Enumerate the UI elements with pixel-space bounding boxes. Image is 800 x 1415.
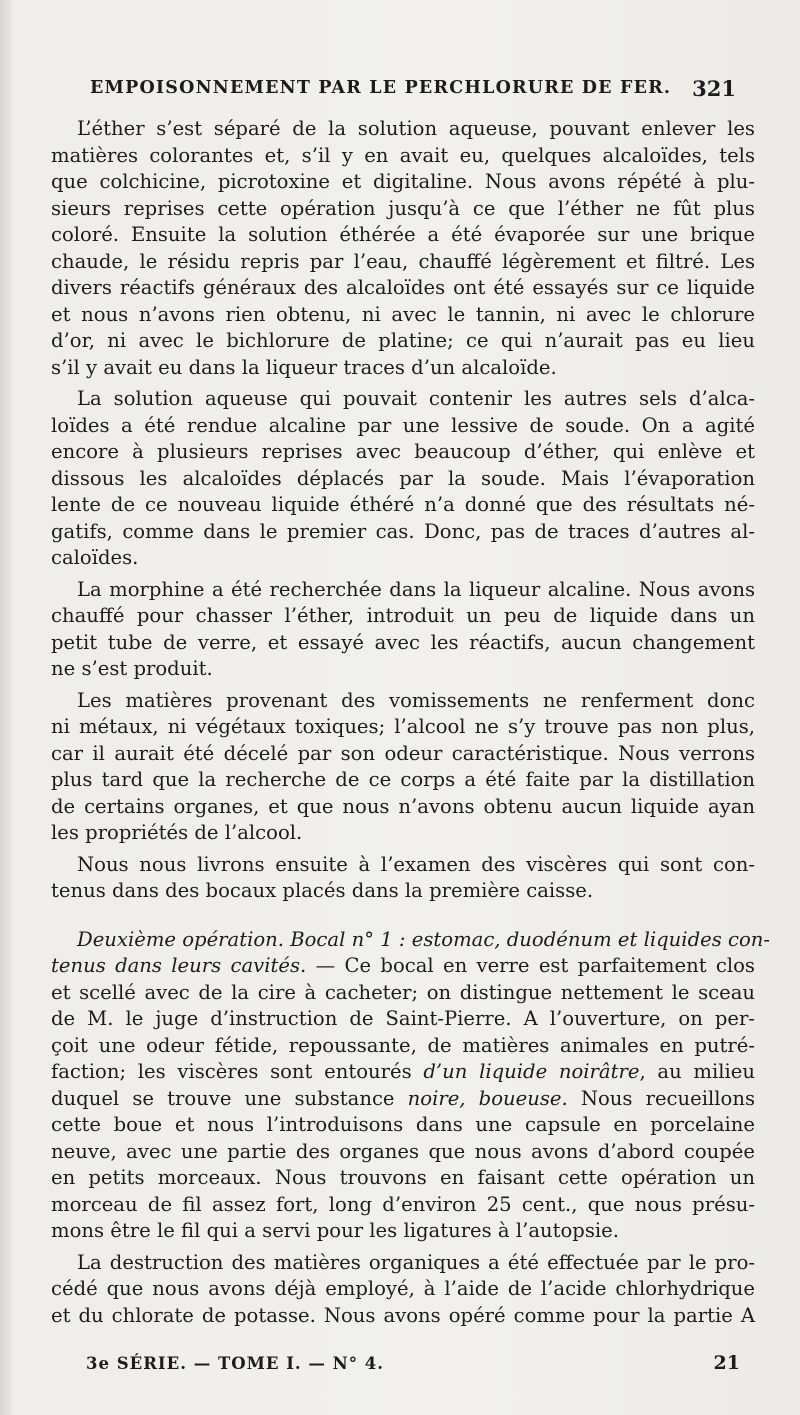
text-line: La morphine a été recherchée dans la liqueur alcaline. Nous avons [77, 577, 755, 601]
paragraph-vomit-conclusion [51, 688, 755, 847]
text-line [51, 1086, 755, 1113]
text-line: en petits morceaux. Nous trouvons en faisant cette opération un [51, 1166, 755, 1189]
sheet-number: 21 [713, 1352, 740, 1374]
text-line: que colchicine, picrotoxine et digitaline. Nous avons répété à plu- [51, 170, 755, 193]
text-line: morceau de fil assez fort, long d’environ 25 cent., que nous présu- [51, 1192, 755, 1216]
section-heading-end: tenus dans leurs cavités. [51, 954, 307, 977]
text-line: Les matières provenant des vomissements ne renferment donc [77, 688, 755, 712]
text-run: Nous recueillons [567, 1086, 756, 1110]
text-line: et nous n’avons rien obtenu, ni avec le tannin, ni avec le chlorure [51, 302, 755, 326]
text-line: La solution aqueuse qui pouvait contenir les autres sels d’alca- [77, 387, 755, 410]
paragraph-viscera [51, 852, 755, 905]
paragraph-second-operation [51, 927, 770, 1245]
emphasis: d’un liquide noirâtre [423, 1060, 640, 1083]
text-line: loïdes a été rendue alcaline par une lessive de soude. On a agité [51, 413, 755, 437]
text-line: sieurs reprises cette opération jusqu’à ce que l’éther ne fût plus [51, 196, 755, 220]
text-line: ne s’est produit. [51, 657, 213, 680]
paragraph-morphine [51, 577, 755, 683]
text-line: de certains organes, et que nous n’avons obtenu aucun liquide ayan [51, 794, 755, 818]
text-line: d’or, ni avec le bichlorure de platine; ce qui n’aurait pas eu lieu [51, 329, 755, 352]
text-line: coloré. Ensuite la solution éthérée a été évaporée sur une brique [51, 223, 755, 246]
text-run: — Ce bocal en verre est parfaitement clos [306, 954, 755, 977]
paragraph-ether [51, 116, 755, 381]
text-line: divers réactifs généraux des alcaloïdes ont été essayés sur ce liquide [51, 276, 755, 299]
text-line: La destruction des matières organiques a été effectuée par le pro- [77, 1250, 755, 1274]
emphasis: noire, boueuse. [407, 1086, 568, 1110]
text-line: chauffé pour chasser l’éther, introduit un peu de liquide dans un [51, 604, 755, 627]
text-line: les propriétés de l’alcool. [51, 821, 303, 844]
text-line [51, 953, 755, 980]
text-line: plus tard que la recherche de ce corps a été faite par la distillation [51, 768, 755, 791]
text-line: mons être le fil qui a servi pour les ligatures à l’autopsie. [51, 1219, 619, 1242]
text-line: caloïdes. [51, 546, 139, 569]
text-run: duquel se trouve une substance [51, 1086, 408, 1110]
text-line: car il aurait été décelé par son odeur caractéristique. Nous verrons [51, 741, 755, 765]
running-head: EMPOISONNEMENT PAR LE PERCHLORURE DE FER. [90, 78, 672, 98]
page-footer [86, 1352, 740, 1378]
page-number: 321 [692, 76, 736, 101]
text-line: tenus dans des bocaux placés dans la première caisse. [51, 879, 594, 902]
text-line: cédé que nous avons déjà employé, à l’aide de l’acide chlorhydrique [51, 1277, 755, 1300]
text-line: lente de ce nouveau liquide éthéré n’a donné que des résultats né- [51, 493, 755, 516]
text-line: gatifs, comme dans le premier cas. Donc, pas de traces d’autres al- [51, 519, 755, 543]
text-line: ni métaux, ni végétaux toxiques; l’alcool ne s’y trouve pas non plus, [51, 715, 755, 738]
text-line: chaude, le résidu repris par l’eau, chauffé légèrement et filtré. Les [51, 249, 755, 273]
text-line: petit tube de verre, et essayé avec les réactifs, aucun changement [51, 630, 755, 654]
series-signature: 3e SÉRIE. — TOME I. — N° 4. [86, 1354, 384, 1373]
text-run: faction; les viscères sont entourés [51, 1060, 424, 1083]
text-run: , au milieu [639, 1060, 755, 1083]
page-header [90, 76, 736, 104]
text-line: dissous les alcaloïdes déplacés par la soude. Mais l’évaporation [51, 466, 755, 490]
text-line [51, 1059, 755, 1086]
text-line: et du chlorate de potasse. Nous avons opéré comme pour la partie A [51, 1303, 755, 1327]
section-gap [51, 910, 755, 927]
paragraph-aqueous-solution [51, 386, 755, 572]
text-line: neuve, avec une partie des organes que nous avons d’abord coupée [51, 1139, 755, 1163]
text-line: s’il y avait eu dans la liqueur traces d’un alcaloïde. [51, 355, 557, 379]
text-line: L’éther s’est séparé de la solution aqueuse, pouvant enlever les [77, 117, 755, 140]
text-line: çoit une odeur fétide, repoussante, de matières animales en putré- [51, 1033, 755, 1057]
text-line: Nous nous livrons ensuite à l’examen des viscères qui sont con- [77, 852, 755, 876]
page-gutter [0, 0, 12, 1415]
section-heading: Deuxième opération. Bocal n° 1 : estomac, duodénum et liquides con- [77, 927, 770, 951]
text-line: matières colorantes et, s’il y en avait eu, quelques alcaloïdes, tels [51, 143, 755, 167]
text-line: encore à plusieurs reprises avec beaucoup d’éther, qui enlève et [51, 440, 755, 463]
text-line: de M. le juge d’instruction de Saint-Pierre. A l’ouverture, on per- [51, 1007, 755, 1030]
text-line: cette boue et nous l’introduisons dans une capsule en porcelaine [51, 1113, 755, 1136]
body-text [51, 116, 770, 1334]
paragraph-destruction [51, 1250, 755, 1330]
text-line: et scellé avec de la cire à cacheter; on distingue nettement le sceau [51, 980, 755, 1004]
